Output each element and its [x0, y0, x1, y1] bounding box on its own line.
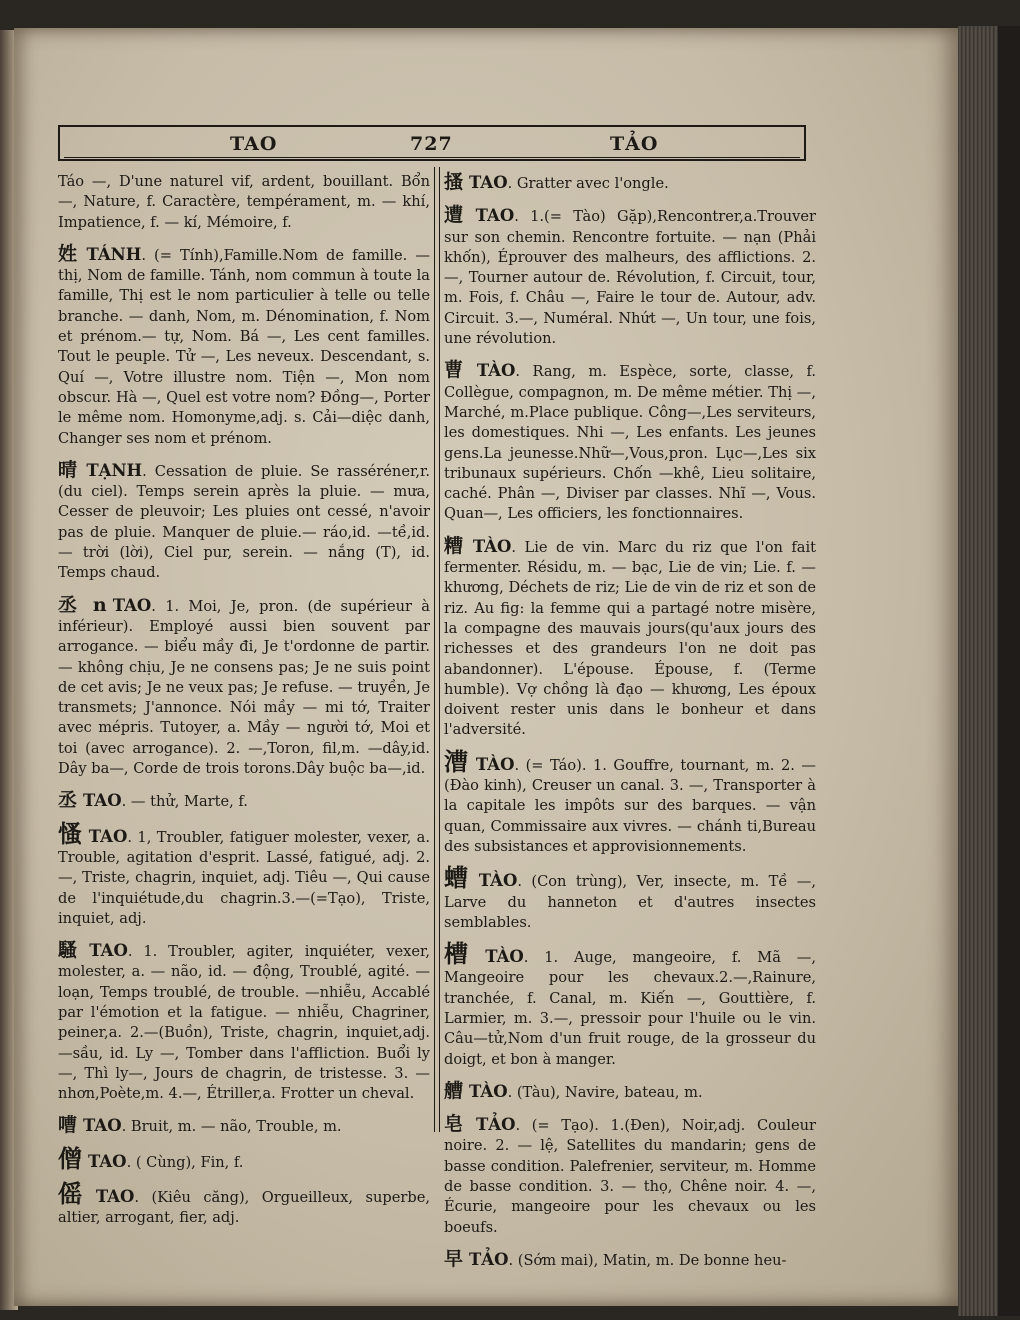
entry-headword: TÀO — [475, 754, 515, 774]
han-character: 搔 — [444, 171, 464, 193]
entry-text: . (Kiêu căng), Orgueilleux, superbe, altier, arrogant, fier, adj. — [58, 1189, 430, 1227]
entry-headword: TÀO — [478, 871, 518, 891]
han-character: 漕 — [444, 746, 470, 776]
entry-headword: TAO — [88, 1151, 127, 1171]
dictionary-entry — [58, 818, 430, 929]
entry-text: . 1, Troubler, fatiguer molester, vexer, a. Trouble, agitation d'esprit. Lassé, fatigué, adj. 2. —, Triste, chagrin, inquiet, adj. Tiêu —, Qui cause de l'inquiétude,du chagrin.3.—(=Tạo), Triste, inquiet, adj. — [58, 828, 430, 927]
header-left-keyword: TAO — [230, 133, 278, 155]
entry-text: . 1.(= Tào) Gặp),Rencontrer,a.Trouver sur son chemin. Rencontre fortuite. — nạn (Phải khốn), Éprouver des malheurs, des afflictions. 2. —, Tourner autour de. Révolution, f. Circuit, tour, m. Fois, f. Châu —, Faire le tour de. Autour, adv. Circuit. 3.—, Numéral. Nhứt —, Un tour, une fois, une révolution. — [444, 208, 816, 348]
dictionary-entry — [444, 1114, 816, 1238]
han-character: 姓 — [58, 242, 81, 265]
entry-text: . 1. Troubler, agiter, inquiéter, vexer, molester, a. — não, id. — động, Troublé, agité. —loạn, Temps troublé, de trouble. —nhiễu, Accablé par l'émotion et la fatigue. — nhiễu, Chagriner, peiner,a. 2.—(Buồn), Triste, chagrin, inquiet,adj. —sầu, id. Ly —, Tomber dans l'affliction. Buổi ly —, Thì ly—, Jours de chagrin, de tristesse. 3. — nhơn,Poète,m. 4.—, Étriller,a. Frotter un cheval. — [58, 943, 430, 1103]
entry-headword: TAO — [112, 595, 152, 615]
entry-headword: TÁNH — [86, 244, 142, 264]
running-header — [58, 125, 806, 161]
entry-headword: TAO — [95, 1187, 135, 1207]
entry-text: . ( Cùng), Fin, f. — [126, 1153, 244, 1171]
entry-headword: TÀO — [472, 536, 512, 556]
han-character: 遭 — [444, 204, 470, 227]
dictionary-entry — [444, 1249, 816, 1271]
dictionary-entry — [58, 1115, 430, 1137]
entry-headword: TẢO — [476, 1115, 516, 1135]
han-character: 早 — [444, 1247, 464, 1270]
han-character: 慅 — [58, 818, 83, 848]
book-page-edges — [958, 26, 1020, 1316]
han-character: 嘈 — [58, 1114, 78, 1137]
dictionary-entry — [58, 244, 430, 449]
entry-text: . 1. Moi, Je, pron. (de supérieur à inférieur). Employé aussi bien souvent par arrogance. — biểu mầy đi, Je t'ordonne de partir. — không chịu, Je ne consens pas; Je ne suis point de cet avis; Je ne veux pas; Je refuse. — truyền, Je transmets; J'annonce. Nói mầy — mi tớ, Traiter avec mépris. Tutoyer, a. Mầy — người tớ, Moi et toi (avec arrogance). 2. —,Toron, fil,m. —dây,id. Dây ba—, Corde de trois torons.Dây buộc ba—,id. — [58, 597, 430, 778]
entry-text: . (= Tính),Famille.Nom de famille. — thị, Nom de famille. Tánh, nom commun à toute la famille, Thị est le nom particulier à telle ou telle branche. — danh, Nom, m. Dénomination, f. Nom et prénom.— tự, Nom. Bá —, Les cent familles. Tout le peuple. Tử —, Les neveux. Descendant, s. Quí —, Votre illustre nom. Tiện —, Mon nom obscur. Hà —, Quel est votre nom? Đồng—, Porter le même nom. Homonyme,adj. s. Cải—diệc danh, Changer ses nom et prénom. — [58, 246, 430, 447]
dictionary-entry — [58, 595, 430, 780]
entry-headword: TAO — [83, 791, 122, 811]
han-character: 螬 — [444, 863, 473, 893]
entry-text: . (Tàu), Navire, bateau, m. — [507, 1083, 703, 1101]
han-character: 丞 — [58, 789, 78, 812]
column-divider-right — [439, 167, 440, 1132]
entry-text: . — thử, Marte, f. — [121, 793, 248, 811]
han-character: 晴 — [58, 458, 81, 481]
entry-text: . Gratter avec l'ongle. — [507, 175, 669, 192]
han-character: 皂 — [444, 1113, 470, 1136]
dictionary-entry — [444, 939, 816, 1070]
entry-headword: TÀO — [476, 361, 516, 381]
entry-headword: TAO — [89, 941, 128, 961]
column-divider-left — [434, 167, 435, 1132]
entry-text: . (= Táo). 1. Gouffre, tournant, m. 2. — (Đào kinh), Creuser un canal. 3. —, Transporter à la capitale les impôts sur des barques. — vận quan, Commissaire aux vivres. — chánh ti,Bureau des subsistances et approvisionnements. — [444, 756, 816, 855]
han-character: 騷 — [58, 939, 84, 962]
entry-text: Táo —, D'une naturel vif, ardent, bouillant. Bổn —, Nature, f. Caractère, tempérament, m. — khí, Impatience, f. — kí, Mémoire, f. — [58, 173, 430, 231]
dictionary-entry — [444, 172, 816, 194]
dictionary-entry — [58, 1179, 430, 1229]
han-character: 曹 — [444, 359, 471, 382]
page-number: 727 — [410, 133, 453, 155]
entry-text: . Lie de vin. Marc du riz que l'on fait fermenter. Résidu, m. — bạc, Lie de vin; Lie. f. —khương, Déchets de riz; Lie de vin de riz et son de riz. Au fig: la femme qui a partagé notre misère, la compagne des mauvais jours(qu'aux jours des richesses et des grandeurs l'on ne doit pas abandonner). L'épouse. Épouse, f. (Terme humble). Vợ chồng là đạo — khương, Les époux doivent rester unis dans le bonheur et dans l'adversité. — [444, 538, 816, 739]
dictionary-entry — [444, 746, 816, 857]
dictionary-entry — [444, 1081, 816, 1103]
han-character: 槽 — [444, 939, 480, 969]
entry-headword: TÀO — [469, 1081, 508, 1101]
dictionary-entry — [58, 460, 430, 584]
han-character: 丞 n — [58, 593, 107, 616]
entry-text: . (Sớm mai), Matin, m. De bonne heu- — [508, 1251, 787, 1269]
entry-headword: TẢO — [469, 1249, 509, 1269]
han-character: 僧 — [58, 1143, 82, 1173]
entry-text: . Rang, m. Espèce, sorte, classe, f. Collègue, compagnon, m. De même métier. Thị —, Marché, m.Place publique. Công—,Les serviteurs, les domestiques. Nhi —, Les enfants. Les jeunes gens.La jeunesse.Nhữ—,Vous,pron. Lục—,Les six tribunaux supérieurs. Chốn —khê, Lieu solitaire, caché. Phân —, Diviser par classes. Nhĩ —, Vous. Quan—, Les officiers, les fonctionnaires. — [444, 363, 816, 523]
han-character: 糟 — [444, 534, 467, 557]
entry-headword: TAO — [475, 206, 515, 226]
entry-text: . (Con trùng), Ver, insecte, m. Tề —, Larve du hanneton et d'autres insectes semblables. — [444, 873, 817, 931]
right-column — [444, 172, 816, 1282]
header-right-keyword: TẢO — [610, 133, 659, 155]
dictionary-entry — [444, 205, 816, 349]
entry-headword: TAO — [83, 1116, 122, 1136]
dictionary-entry — [58, 940, 430, 1104]
han-character: 艚 — [444, 1079, 464, 1102]
entry-text: . Bruit, m. — não, Trouble, m. — [121, 1118, 342, 1136]
entry-headword: TAO — [88, 826, 128, 846]
entry-headword: TÀO — [485, 947, 524, 967]
entry-headword: TẠNH — [86, 460, 143, 480]
entry-text: . (= Tạo). 1.(Đen), Noir,adj. Couleur noire. 2. — lệ, Satellites du mandarin; gens de basse condition. Palefrenier, serviteur, m. Homme de basse condition. 3. — thọ, Chêne noir. 4. —, Écurie, mangeoire pour les chevaux ou les boeufs. — [444, 1117, 816, 1236]
entry-text: . 1. Auge, mangeoire, f. Mã —, Mangeoire pour les chevaux.2.—,Rainure, tranchée, f. Canal, m. Kiến —, Gouttière, f. Larmier, m. 3.—, pressoir pour l'huile ou le vin. Câu—tử,Nom d'un fruit rouge, de la grosseur du doigt, et bon à manger. — [444, 949, 816, 1068]
dictionary-entry — [58, 790, 430, 812]
dictionary-entry — [444, 360, 816, 524]
dictionary-entry — [58, 172, 430, 233]
han-character: 傜 — [58, 1179, 90, 1209]
dictionary-entry — [58, 1143, 430, 1173]
entry-headword: TAO — [469, 173, 508, 192]
entry-text: . Cessation de pluie. Se rasséréner,r. (du ciel). Temps serein après la pluie. — mưa, Cesser de pleuvoir; Les pluies ont cessé, n'avoir pas de pluie. Manquer de pluie.— ráo,id. —tề,id. — trời (lời), Ciel pur, serein. — nắng (T), id. Temps chaud. — [58, 462, 430, 582]
dictionary-entry — [444, 863, 817, 933]
dictionary-entry — [444, 536, 816, 741]
left-column — [58, 172, 430, 1240]
